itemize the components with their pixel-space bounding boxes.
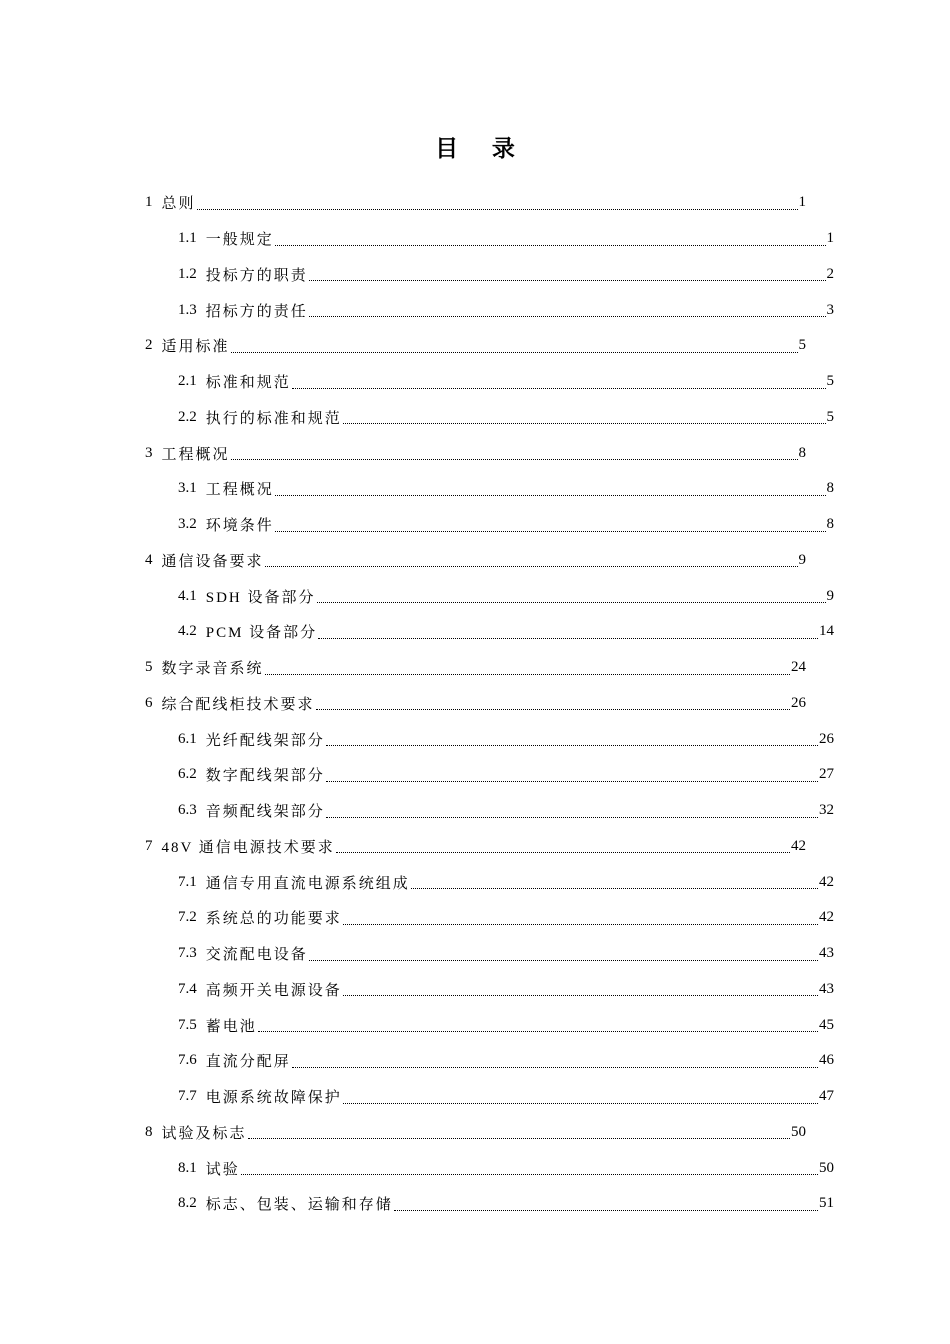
toc-entry-label: 适用标准 (161, 339, 230, 356)
toc-entry-page-number: 5 (798, 337, 806, 354)
toc-dot-leader (197, 208, 798, 210)
toc-dot-leader (292, 387, 826, 389)
toc-section-entry[interactable] (178, 1007, 834, 1043)
toc-dot-leader (343, 1102, 818, 1104)
toc-section-entry[interactable] (178, 364, 834, 400)
toc-entry-page-number: 1 (826, 230, 834, 247)
toc-entry-label: PCM 设备部分 (205, 625, 318, 642)
toc-entry-page-number: 43 (819, 980, 834, 997)
toc-entry-label: 直流分配屏 (205, 1054, 291, 1071)
toc-entry-page-number: 8 (826, 516, 834, 533)
toc-entry-label: 投标方的职责 (205, 267, 308, 284)
toc-entry-number: 2.1 (178, 373, 197, 390)
toc-chapter-entry[interactable] (145, 650, 806, 686)
toc-entry-label: 执行的标准和规范 (205, 410, 342, 427)
toc-dot-leader (326, 816, 818, 818)
toc-title: 目 录 (435, 136, 529, 161)
toc-entry-page-number: 8 (826, 480, 834, 497)
toc-entry-label: 试验 (205, 1161, 240, 1178)
toc-chapter-entry[interactable] (145, 686, 806, 722)
toc-section-entry[interactable] (178, 471, 834, 507)
toc-entry-label: 光纤配线架部分 (205, 732, 325, 749)
toc-entry-page-number: 46 (819, 1052, 834, 1069)
toc-dot-leader (343, 994, 818, 996)
toc-entry-number: 8 (145, 1123, 153, 1140)
toc-dot-leader (265, 565, 798, 567)
toc-dot-leader (394, 1209, 818, 1211)
toc-entry-label: 高频开关电源设备 (205, 982, 342, 999)
toc-entry-number: 7 (145, 837, 153, 854)
toc-entry-page-number: 2 (826, 265, 834, 282)
toc-entry-number: 8.1 (178, 1159, 197, 1176)
toc-entry-page-number: 51 (819, 1195, 834, 1212)
toc-entry-number: 1.3 (178, 301, 197, 318)
toc-entry-page-number: 27 (819, 766, 834, 783)
toc-dot-leader (275, 530, 826, 532)
toc-entry-number: 4.2 (178, 623, 197, 640)
toc-chapter-entry[interactable] (145, 543, 806, 579)
toc-dot-leader (343, 923, 818, 925)
toc-entry-label: 数字录音系统 (161, 661, 264, 678)
toc-list (0, 185, 950, 1222)
toc-entry-number: 7.3 (178, 945, 197, 962)
toc-section-entry[interactable] (178, 614, 834, 650)
toc-entry-label: 标志、包装、运输和存储 (205, 1197, 393, 1214)
toc-dot-leader (316, 708, 790, 710)
toc-entry-label: 试验及标志 (161, 1125, 247, 1142)
toc-entry-page-number: 14 (819, 623, 834, 640)
toc-dot-leader (326, 780, 818, 782)
toc-entry-label: 48V 通信电源技术要求 (161, 839, 335, 856)
toc-entry-label: 音频配线架部分 (205, 804, 325, 821)
toc-entry-label: 通信专用直流电源系统组成 (205, 875, 410, 892)
toc-dot-leader (241, 1173, 818, 1175)
toc-dot-leader (275, 494, 826, 496)
toc-entry-number: 7.2 (178, 909, 197, 926)
toc-entry-page-number: 50 (791, 1123, 806, 1140)
toc-entry-number: 1 (145, 194, 153, 211)
toc-entry-label: 总则 (161, 196, 196, 213)
toc-entry-page-number: 47 (819, 1088, 834, 1105)
toc-entry-label: 工程概况 (161, 446, 230, 463)
toc-dot-leader (318, 637, 818, 639)
toc-entry-page-number: 9 (826, 587, 834, 604)
toc-section-entry[interactable] (178, 721, 834, 757)
toc-entry-page-number: 42 (819, 873, 834, 890)
toc-entry-label: 标准和规范 (205, 375, 291, 392)
toc-entry-label: 招标方的责任 (205, 303, 308, 320)
toc-entry-page-number: 26 (791, 694, 806, 711)
toc-chapter-entry[interactable] (145, 435, 806, 471)
toc-entry-number: 6.3 (178, 802, 197, 819)
toc-entry-number: 2 (145, 337, 153, 354)
toc-entry-number: 1.1 (178, 230, 197, 247)
toc-entry-page-number: 42 (819, 909, 834, 926)
toc-entry-number: 1.2 (178, 265, 197, 282)
toc-dot-leader (309, 315, 826, 317)
toc-dot-leader (258, 1030, 818, 1032)
toc-entry-page-number: 1 (798, 194, 806, 211)
toc-entry-label: 综合配线柜技术要求 (161, 696, 315, 713)
toc-chapter-entry[interactable] (145, 185, 806, 221)
toc-section-entry[interactable] (178, 257, 834, 293)
toc-section-entry[interactable] (178, 936, 834, 972)
toc-section-entry[interactable] (178, 793, 834, 829)
toc-entry-page-number: 8 (798, 444, 806, 461)
toc-section-entry[interactable] (178, 1150, 834, 1186)
toc-entry-label: 通信设备要求 (161, 553, 264, 570)
toc-entry-number: 6.2 (178, 766, 197, 783)
toc-entry-page-number: 3 (826, 301, 834, 318)
toc-entry-label: 电源系统故障保护 (205, 1090, 342, 1107)
toc-section-entry[interactable] (178, 864, 834, 900)
toc-entry-page-number: 24 (791, 659, 806, 676)
toc-dot-leader (309, 959, 818, 961)
toc-entry-label: 数字配线架部分 (205, 768, 325, 785)
toc-section-entry[interactable] (178, 221, 834, 257)
toc-entry-page-number: 26 (819, 730, 834, 747)
toc-section-entry[interactable] (178, 1186, 834, 1222)
toc-dot-leader (231, 458, 798, 460)
toc-entry-number: 6 (145, 694, 153, 711)
toc-dot-leader (411, 887, 818, 889)
toc-dot-leader (343, 422, 826, 424)
toc-entry-label: 交流配电设备 (205, 947, 308, 964)
toc-entry-number: 6.1 (178, 730, 197, 747)
toc-dot-leader (275, 244, 826, 246)
toc-entry-number: 7.1 (178, 873, 197, 890)
toc-entry-label: 蓄电池 (205, 1018, 257, 1035)
toc-entry-label: 工程概况 (205, 482, 274, 499)
toc-dot-leader (231, 351, 798, 353)
toc-entry-label: 环境条件 (205, 518, 274, 535)
toc-entry-number: 4 (145, 551, 153, 568)
toc-dot-leader (248, 1137, 790, 1139)
toc-entry-page-number: 5 (826, 408, 834, 425)
toc-entry-page-number: 43 (819, 945, 834, 962)
toc-section-entry[interactable] (178, 972, 834, 1008)
toc-entry-number: 7.7 (178, 1088, 197, 1105)
toc-entry-number: 5 (145, 659, 153, 676)
toc-entry-page-number: 42 (791, 837, 806, 854)
toc-dot-leader (317, 601, 826, 603)
toc-section-entry[interactable] (178, 757, 834, 793)
toc-section-entry[interactable] (178, 900, 834, 936)
toc-entry-number: 3.2 (178, 516, 197, 533)
toc-dot-leader (292, 1066, 818, 1068)
toc-dot-leader (336, 851, 790, 853)
toc-dot-leader (326, 744, 818, 746)
toc-dot-leader (265, 673, 790, 675)
toc-entry-page-number: 9 (798, 551, 806, 568)
toc-section-entry[interactable] (178, 1043, 834, 1079)
toc-entry-label: 系统总的功能要求 (205, 911, 342, 928)
toc-entry-number: 2.2 (178, 408, 197, 425)
toc-entry-number: 4.1 (178, 587, 197, 604)
toc-entry-page-number: 45 (819, 1016, 834, 1033)
toc-entry-page-number: 5 (826, 373, 834, 390)
toc-entry-number: 7.5 (178, 1016, 197, 1033)
toc-section-entry[interactable] (178, 578, 834, 614)
toc-entry-number: 7.6 (178, 1052, 197, 1069)
toc-entry-page-number: 32 (819, 802, 834, 819)
toc-entry-page-number: 50 (819, 1159, 834, 1176)
toc-entry-label: 一般规定 (205, 232, 274, 249)
toc-dot-leader (309, 279, 826, 281)
toc-section-entry[interactable] (178, 1079, 834, 1115)
toc-chapter-entry[interactable] (145, 328, 806, 364)
toc-section-entry[interactable] (178, 507, 834, 543)
toc-entry-number: 3 (145, 444, 153, 461)
toc-section-entry[interactable] (178, 292, 834, 328)
toc-chapter-entry[interactable] (145, 1115, 806, 1151)
toc-entry-number: 7.4 (178, 980, 197, 997)
toc-entry-number: 8.2 (178, 1195, 197, 1212)
toc-section-entry[interactable] (178, 400, 834, 436)
toc-entry-number: 3.1 (178, 480, 197, 497)
toc-chapter-entry[interactable] (145, 829, 806, 865)
toc-entry-label: SDH 设备部分 (205, 589, 316, 606)
